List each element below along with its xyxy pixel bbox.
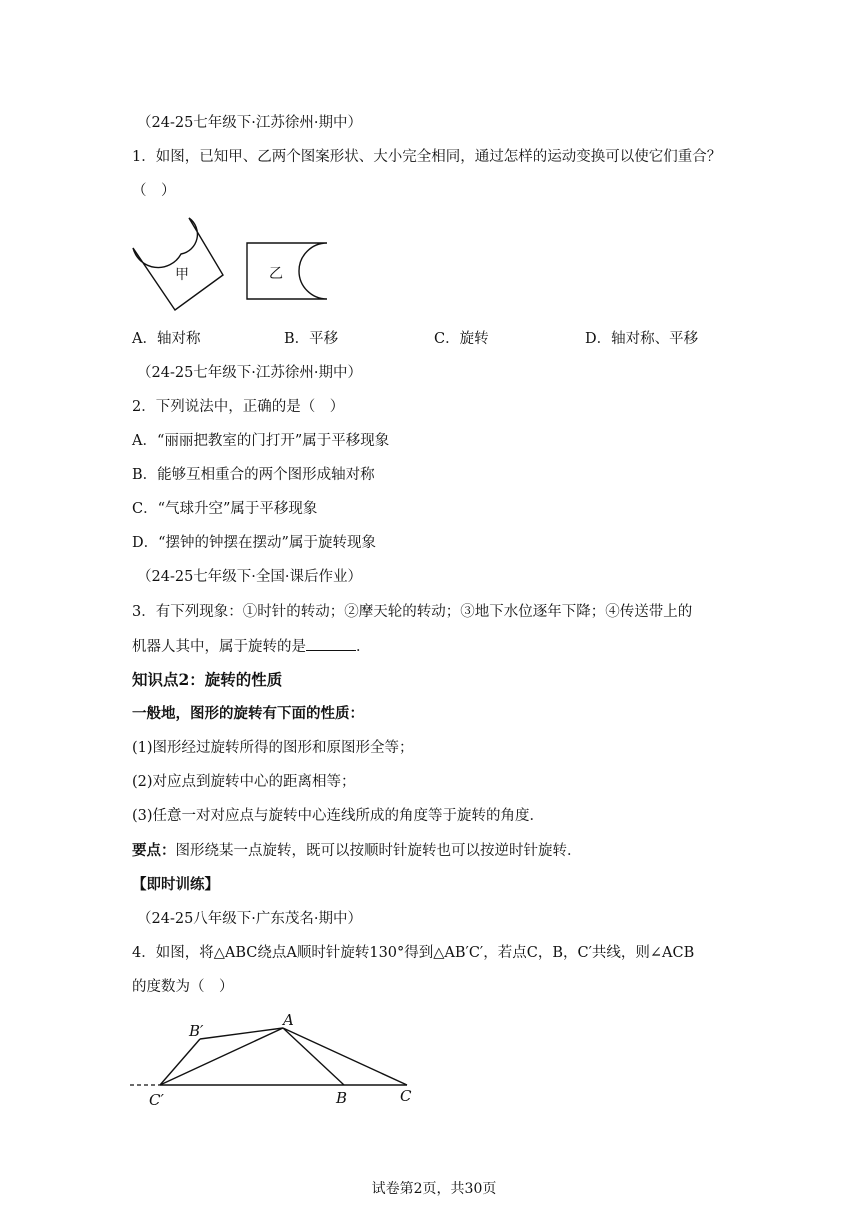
key-point-text: 图形绕某一点旋转，既可以按顺时针旋转也可以按逆时针旋转． [175, 843, 582, 859]
q1-option-c: C．旋转 [434, 331, 489, 347]
key-point-label: 要点： [132, 842, 176, 859]
section-intro: 一般地，图形的旋转有下面的性质： [132, 705, 364, 722]
yi-label: 乙 [269, 266, 283, 282]
jia-label: 甲 [175, 267, 189, 283]
label-b: B [336, 1089, 348, 1107]
q2-option-d: D．“摆钟的钟摆在摆动”属于旋转现象 [132, 535, 376, 551]
q3-stem-line1: 3．有下列现象：①时针的转动；②摩天轮的转动；③地下水位逐年下降；④传送带上的 [132, 604, 693, 620]
q1-paren: （ ） [132, 183, 176, 199]
segment-cprime-bprime [160, 1039, 200, 1085]
q4-figure [125, 1008, 425, 1112]
segment-a-c [283, 1028, 407, 1085]
q2-option-a: A．“丽丽把教室的门打开”属于平移现象 [132, 433, 390, 449]
q2-stem: 2．下列说法中，正确的是（ ） [132, 399, 345, 415]
q2-source: （24-25七年级下·江苏徐州·期中） [137, 365, 363, 381]
q1-option-d: D．轴对称、平移 [585, 331, 699, 347]
q4-source: （24-25八年级下·广东茂名·期中） [137, 911, 363, 927]
q1-figure [125, 208, 340, 320]
q1-source: （24-25七年级下·江苏徐州·期中） [137, 115, 363, 131]
q1-option-b: B．平移 [284, 331, 339, 347]
property-2: (2)对应点到旋转中心的距离相等； [132, 774, 356, 790]
q1-option-a: A．轴对称 [132, 331, 201, 347]
property-3: (3)任意一对对应点与旋转中心连线所成的角度等于旋转的角度． [132, 808, 545, 824]
q2-option-c: C．“气球升空”属于平移现象 [132, 501, 318, 517]
q4-stem-line1: 4．如图，将△ABC绕点A顺时针旋转130°得到△AB′C′，若点C，B，C′共线，则∠ACB [132, 945, 695, 961]
q3-stem-line2 [132, 636, 371, 657]
property-1: (1)图形经过旋转所得的图形和原图形全等； [132, 740, 414, 756]
page-footer: 试卷第2页，共30页 [371, 1181, 497, 1197]
q4-stem-line2: 的度数为（ ） [132, 979, 234, 995]
label-c: C [400, 1087, 412, 1105]
practice-heading: 【即时训练】 [132, 876, 219, 893]
section-heading: 知识点2：旋转的性质 [132, 670, 283, 689]
jia-shape [133, 218, 223, 310]
key-point [132, 841, 582, 861]
yi-shape [247, 243, 327, 299]
q3-stem-prefix: 机器人其中，属于旋转的是 [132, 639, 306, 655]
q1-stem: 1．如图，已知甲、乙两个图案形状、大小完全相同，通过怎样的运动变换可以使它们重合？ [132, 149, 722, 165]
segment-a-b [283, 1028, 344, 1085]
q3-stem-suffix: ． [356, 639, 371, 655]
q2-option-b: B．能够互相重合的两个图形成轴对称 [132, 467, 375, 483]
label-b-prime: B′ [189, 1022, 204, 1040]
label-a: A [283, 1011, 294, 1029]
q3-source: （24-25七年级下·全国·课后作业） [137, 569, 363, 585]
label-c-prime: C′ [149, 1091, 164, 1109]
q3-answer-blank [306, 636, 356, 651]
